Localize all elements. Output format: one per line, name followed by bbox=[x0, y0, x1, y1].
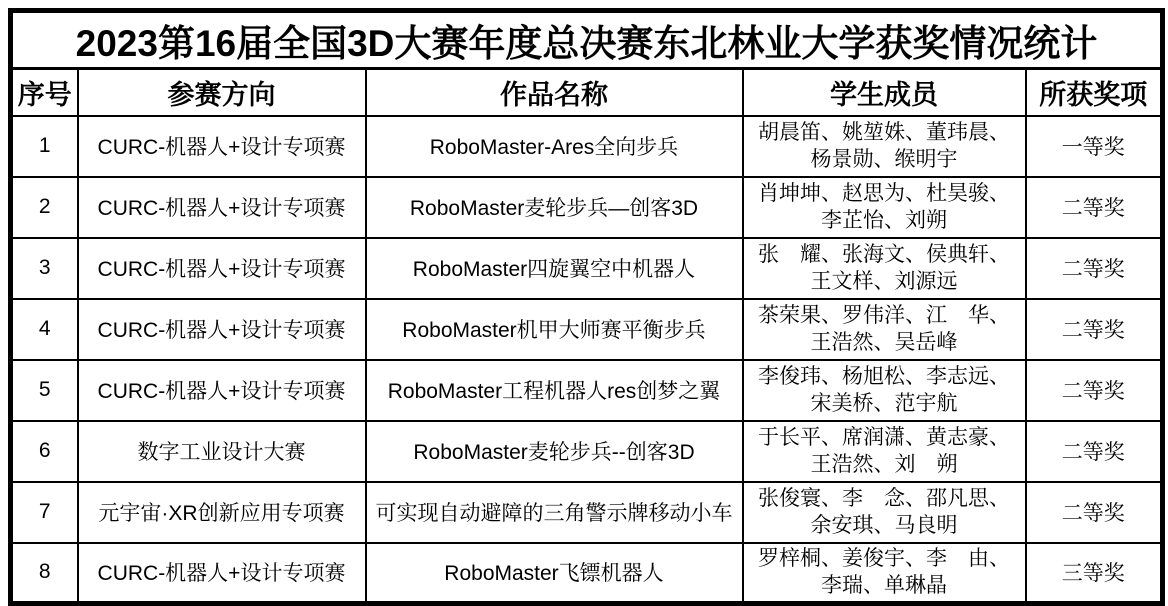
work-name-cell: 可实现自动避障的三角警示牌移动小车 bbox=[366, 482, 743, 543]
members-cell bbox=[743, 421, 1026, 482]
column-header-work: 作品名称 bbox=[366, 69, 743, 116]
members-line: 罗梓桐、姜俊宇、李 由、 bbox=[758, 547, 1010, 571]
table-row bbox=[11, 360, 1163, 421]
members-line: 王浩然、吴岳峰 bbox=[810, 331, 958, 354]
members-line: 王浩然、刘 朔 bbox=[810, 453, 958, 476]
members-cell bbox=[743, 177, 1026, 238]
members-line: 茶荣果、罗伟洋、江 华、 bbox=[758, 304, 1010, 327]
members-cell bbox=[743, 360, 1026, 421]
work-name-cell: RoboMaster麦轮步兵—创客3D bbox=[366, 177, 743, 238]
members-cell bbox=[743, 238, 1026, 299]
members-line: 张 耀、张海文、侯典轩、 bbox=[758, 243, 1010, 266]
row-number-cell: 8 bbox=[11, 543, 78, 604]
members-cell bbox=[743, 543, 1026, 604]
work-name-cell: RoboMaster机甲大师赛平衡步兵 bbox=[366, 299, 743, 360]
table-row bbox=[11, 299, 1163, 360]
members-line: 胡晨笛、姚堃姝、董玮晨、 bbox=[758, 121, 1010, 144]
awards-table bbox=[8, 8, 1165, 606]
members-line: 余安琪、马良明 bbox=[810, 514, 958, 537]
direction-cell: CURC-机器人+设计专项赛 bbox=[78, 238, 366, 299]
table-row bbox=[11, 482, 1163, 543]
work-name-cell: RoboMaster麦轮步兵--创客3D bbox=[366, 421, 743, 482]
direction-cell: CURC-机器人+设计专项赛 bbox=[78, 116, 366, 177]
members-line: 李瑞、单琳晶 bbox=[821, 574, 947, 598]
work-name-cell: RoboMaster四旋翼空中机器人 bbox=[366, 238, 743, 299]
members-cell bbox=[743, 482, 1026, 543]
table-body bbox=[11, 116, 1163, 604]
members-line: 宋美桥、范宇航 bbox=[810, 392, 958, 415]
direction-cell: 元宇宙·XR创新应用专项赛 bbox=[78, 482, 366, 543]
members-line: 张俊寰、李 念、邵凡思、 bbox=[758, 487, 1010, 510]
column-header-award: 所获奖项 bbox=[1026, 69, 1163, 116]
row-number-cell: 1 bbox=[11, 116, 78, 177]
award-cell: 二等奖 bbox=[1026, 360, 1163, 421]
row-number-cell: 5 bbox=[11, 360, 78, 421]
table-row bbox=[11, 543, 1163, 604]
row-number-cell: 3 bbox=[11, 238, 78, 299]
award-cell: 二等奖 bbox=[1026, 177, 1163, 238]
award-cell: 一等奖 bbox=[1026, 116, 1163, 177]
column-header-members: 学生成员 bbox=[743, 69, 1026, 116]
row-number-cell: 7 bbox=[11, 482, 78, 543]
column-header-direction: 参赛方向 bbox=[78, 69, 366, 116]
members-line: 杨景勋、缑明宇 bbox=[810, 148, 958, 171]
table-row bbox=[11, 116, 1163, 177]
work-name-cell: RoboMaster飞镖机器人 bbox=[366, 543, 743, 604]
direction-cell: CURC-机器人+设计专项赛 bbox=[78, 360, 366, 421]
award-cell: 二等奖 bbox=[1026, 421, 1163, 482]
table-row bbox=[11, 177, 1163, 238]
awards-table-container bbox=[8, 8, 1165, 606]
members-line: 肖坤坤、赵思为、杜昊骏、 bbox=[758, 182, 1010, 205]
award-cell: 二等奖 bbox=[1026, 238, 1163, 299]
table-row bbox=[11, 421, 1163, 482]
award-cell: 二等奖 bbox=[1026, 299, 1163, 360]
work-name-cell: RoboMaster工程机器人res创梦之翼 bbox=[366, 360, 743, 421]
table-row bbox=[11, 238, 1163, 299]
row-number-cell: 6 bbox=[11, 421, 78, 482]
direction-cell: CURC-机器人+设计专项赛 bbox=[78, 177, 366, 238]
row-number-cell: 4 bbox=[11, 299, 78, 360]
work-name-cell: RoboMaster-Ares全向步兵 bbox=[366, 116, 743, 177]
members-line: 王文样、刘源远 bbox=[810, 270, 958, 293]
members-line: 于长平、席润潇、黄志豪、 bbox=[758, 426, 1010, 449]
header-row bbox=[11, 69, 1163, 116]
members-cell bbox=[743, 299, 1026, 360]
award-cell: 二等奖 bbox=[1026, 482, 1163, 543]
direction-cell: 数字工业设计大赛 bbox=[78, 421, 366, 482]
direction-cell: CURC-机器人+设计专项赛 bbox=[78, 543, 366, 604]
members-line: 李俊玮、杨旭松、李志远、 bbox=[758, 365, 1010, 388]
title-row bbox=[11, 11, 1163, 69]
members-cell bbox=[743, 116, 1026, 177]
column-header-no: 序号 bbox=[11, 69, 78, 116]
page-title: 2023第16届全国3D大赛年度总决赛东北林业大学获奖情况统计 bbox=[11, 11, 1163, 69]
row-number-cell: 2 bbox=[11, 177, 78, 238]
award-cell: 三等奖 bbox=[1026, 543, 1163, 604]
members-line: 李芷怡、刘朔 bbox=[821, 209, 947, 232]
direction-cell: CURC-机器人+设计专项赛 bbox=[78, 299, 366, 360]
